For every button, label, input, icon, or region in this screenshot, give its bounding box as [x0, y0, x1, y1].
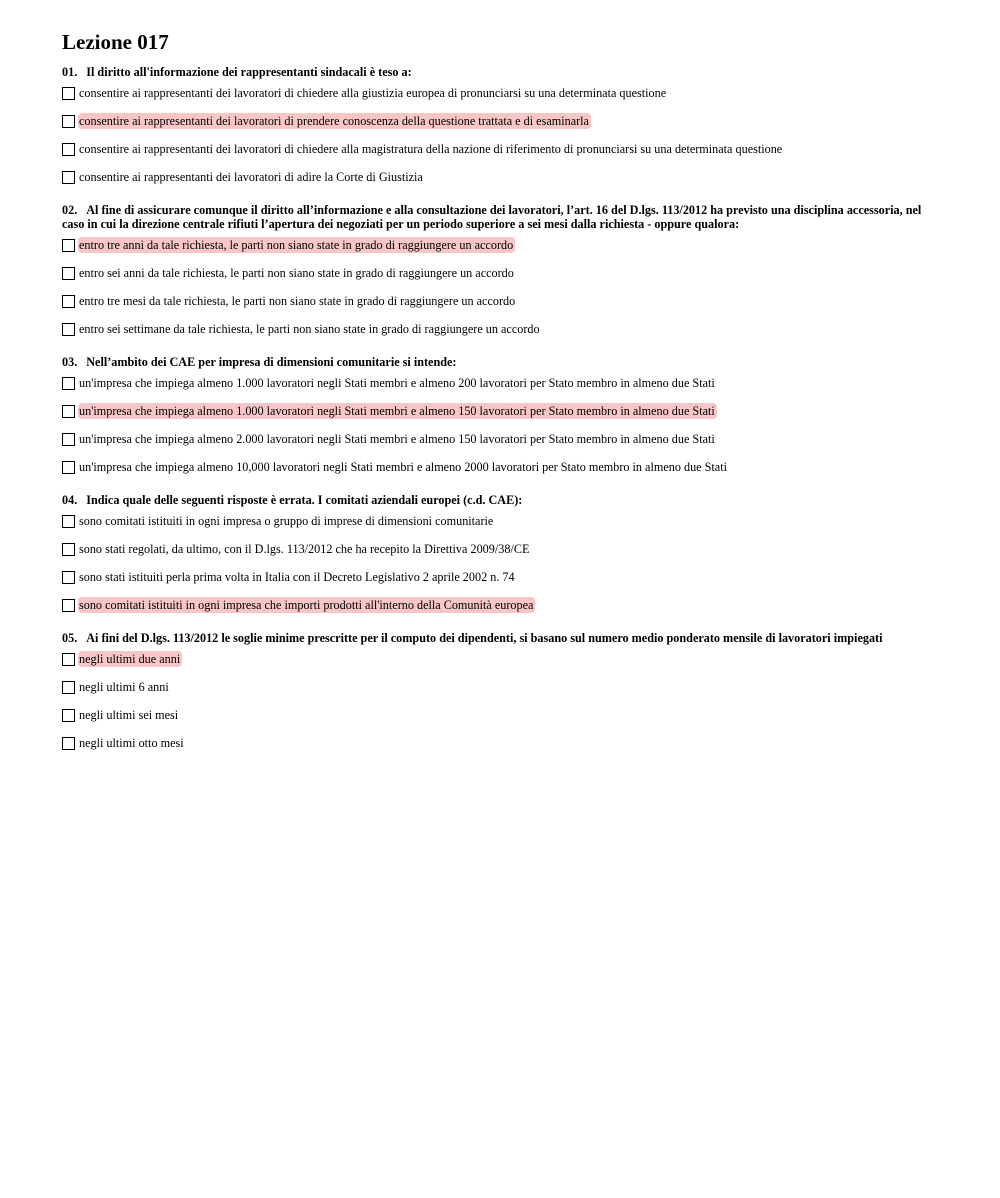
question-text: [62, 355, 942, 369]
question-text: [62, 631, 942, 645]
answer-text: entro tre mesi da tale richiesta, le parti non siano state in grado di raggiungere un accordo: [79, 294, 516, 308]
checkbox[interactable]: [62, 653, 75, 666]
checkbox[interactable]: [62, 543, 75, 556]
answer-option[interactable]: [62, 141, 942, 157]
checkbox[interactable]: [62, 171, 75, 184]
answer-option[interactable]: [62, 651, 942, 667]
answer-option[interactable]: [62, 707, 942, 723]
checkbox[interactable]: [62, 599, 75, 612]
checkbox[interactable]: [62, 143, 75, 156]
answer-option[interactable]: [62, 459, 942, 475]
checkbox[interactable]: [62, 115, 75, 128]
answer-option[interactable]: [62, 293, 942, 309]
question-2: [62, 203, 942, 337]
answer-option[interactable]: [62, 375, 942, 391]
answer-option[interactable]: [62, 237, 942, 253]
answer-text: un'impresa che impiega almeno 1.000 lavoratori negli Stati membri e almeno 200 lavoratori per Stato membro in almeno due Stati: [79, 376, 715, 390]
question-number: 04.: [62, 493, 78, 507]
answer-list: [62, 375, 942, 475]
checkbox[interactable]: [62, 239, 75, 252]
answer-text: negli ultimi due anni: [79, 652, 181, 666]
answer-text: negli ultimi otto mesi: [79, 736, 184, 750]
answer-option[interactable]: [62, 265, 942, 281]
question-text: [62, 203, 942, 231]
checkbox[interactable]: [62, 267, 75, 280]
answer-list: [62, 513, 942, 613]
answer-text: consentire ai rappresentanti dei lavoratori di prendere conoscenza della questione trattata e di esaminarla: [79, 114, 589, 128]
checkbox[interactable]: [62, 571, 75, 584]
answer-text: sono stati istituiti perla prima volta in Italia con il Decreto Legislativo 2 aprile 2002 n. 74: [79, 570, 515, 584]
checkbox[interactable]: [62, 709, 75, 722]
quiz-page: [62, 30, 942, 769]
answer-text: consentire ai rappresentanti dei lavoratori di chiedere alla giustizia europea di pronunciarsi su una determinata questione: [79, 86, 667, 100]
answer-option[interactable]: [62, 597, 942, 613]
answer-option[interactable]: [62, 679, 942, 695]
answer-option[interactable]: [62, 113, 942, 129]
answer-list: [62, 237, 942, 337]
checkbox[interactable]: [62, 377, 75, 390]
answer-option[interactable]: [62, 403, 942, 419]
question-label: Il diritto all'informazione dei rappresentanti sindacali è teso a:: [86, 65, 412, 79]
answer-text: negli ultimi sei mesi: [79, 708, 179, 722]
answer-option[interactable]: [62, 169, 942, 185]
answer-option[interactable]: [62, 321, 942, 337]
answer-text: sono comitati istituiti in ogni impresa che importi prodotti all'interno della Comunità europea: [79, 598, 534, 612]
checkbox[interactable]: [62, 433, 75, 446]
answer-text: negli ultimi 6 anni: [79, 680, 169, 694]
checkbox[interactable]: [62, 515, 75, 528]
question-number: 03.: [62, 355, 78, 369]
answer-text: sono comitati istituiti in ogni impresa o gruppo di imprese di dimensioni comunitarie: [79, 514, 494, 528]
question-number: 02.: [62, 203, 78, 217]
question-label: Ai fini del D.lgs. 113/2012 le soglie minime prescritte per il computo dei dipendenti, si basano sul numero medio ponderato mensile di lavoratori impiegati: [86, 631, 883, 645]
question-number: 01.: [62, 65, 78, 79]
question-4: [62, 493, 942, 613]
answer-option[interactable]: [62, 431, 942, 447]
checkbox[interactable]: [62, 405, 75, 418]
question-text: [62, 493, 942, 507]
answer-option[interactable]: [62, 85, 942, 101]
answer-text: entro tre anni da tale richiesta, le parti non siano state in grado di raggiungere un accordo: [79, 238, 514, 252]
checkbox[interactable]: [62, 323, 75, 336]
answer-option[interactable]: [62, 735, 942, 751]
answer-option[interactable]: [62, 513, 942, 529]
question-label: Nell’ambito dei CAE per impresa di dimensioni comunitarie si intende:: [86, 355, 457, 369]
answer-text: consentire ai rappresentanti dei lavoratori di adire la Corte di Giustizia: [79, 170, 423, 184]
checkbox[interactable]: [62, 737, 75, 750]
answer-text: un'impresa che impiega almeno 10,000 lavoratori negli Stati membri e almeno 2000 lavoratori per Stato membro in almeno due Stati: [79, 460, 727, 474]
question-1: [62, 65, 942, 185]
checkbox[interactable]: [62, 461, 75, 474]
answer-text: entro sei settimane da tale richiesta, le parti non siano state in grado di raggiungere un accordo: [79, 322, 540, 336]
answer-text: un'impresa che impiega almeno 1.000 lavoratori negli Stati membri e almeno 150 lavoratori per Stato membro in almeno due Stati: [79, 404, 715, 418]
answer-option[interactable]: [62, 541, 942, 557]
answer-text: entro sei anni da tale richiesta, le parti non siano state in grado di raggiungere un accordo: [79, 266, 514, 280]
checkbox[interactable]: [62, 295, 75, 308]
question-3: [62, 355, 942, 475]
question-5: [62, 631, 942, 751]
question-text: [62, 65, 942, 79]
checkbox[interactable]: [62, 681, 75, 694]
answer-list: [62, 85, 942, 185]
question-number: 05.: [62, 631, 78, 645]
question-label: Indica quale delle seguenti risposte è errata. I comitati aziendali europei (c.d. CAE):: [86, 493, 523, 507]
page-title: Lezione 017: [62, 30, 169, 54]
answer-text: consentire ai rappresentanti dei lavoratori di chiedere alla magistratura della nazione di riferimento di pronunciarsi su una determinata questione: [79, 142, 783, 156]
answer-list: [62, 651, 942, 751]
answer-option[interactable]: [62, 569, 942, 585]
answer-text: un'impresa che impiega almeno 2.000 lavoratori negli Stati membri e almeno 150 lavoratori per Stato membro in almeno due Stati: [79, 432, 715, 446]
answer-text: sono stati regolati, da ultimo, con il D.lgs. 113/2012 che ha recepito la Direttiva 2009/38/CE: [79, 542, 530, 556]
question-label: Al fine di assicurare comunque il diritto all’informazione e alla consultazione dei lavoratori, l’art. 16 del D.lgs. 113/2012 ha previsto una disciplina accessoria, nel caso in cui la direzione centrale rifiuti l’apertura dei negoziati per un periodo superiore a sei mesi dalla richiesta - oppure qualora:: [62, 203, 922, 231]
checkbox[interactable]: [62, 87, 75, 100]
